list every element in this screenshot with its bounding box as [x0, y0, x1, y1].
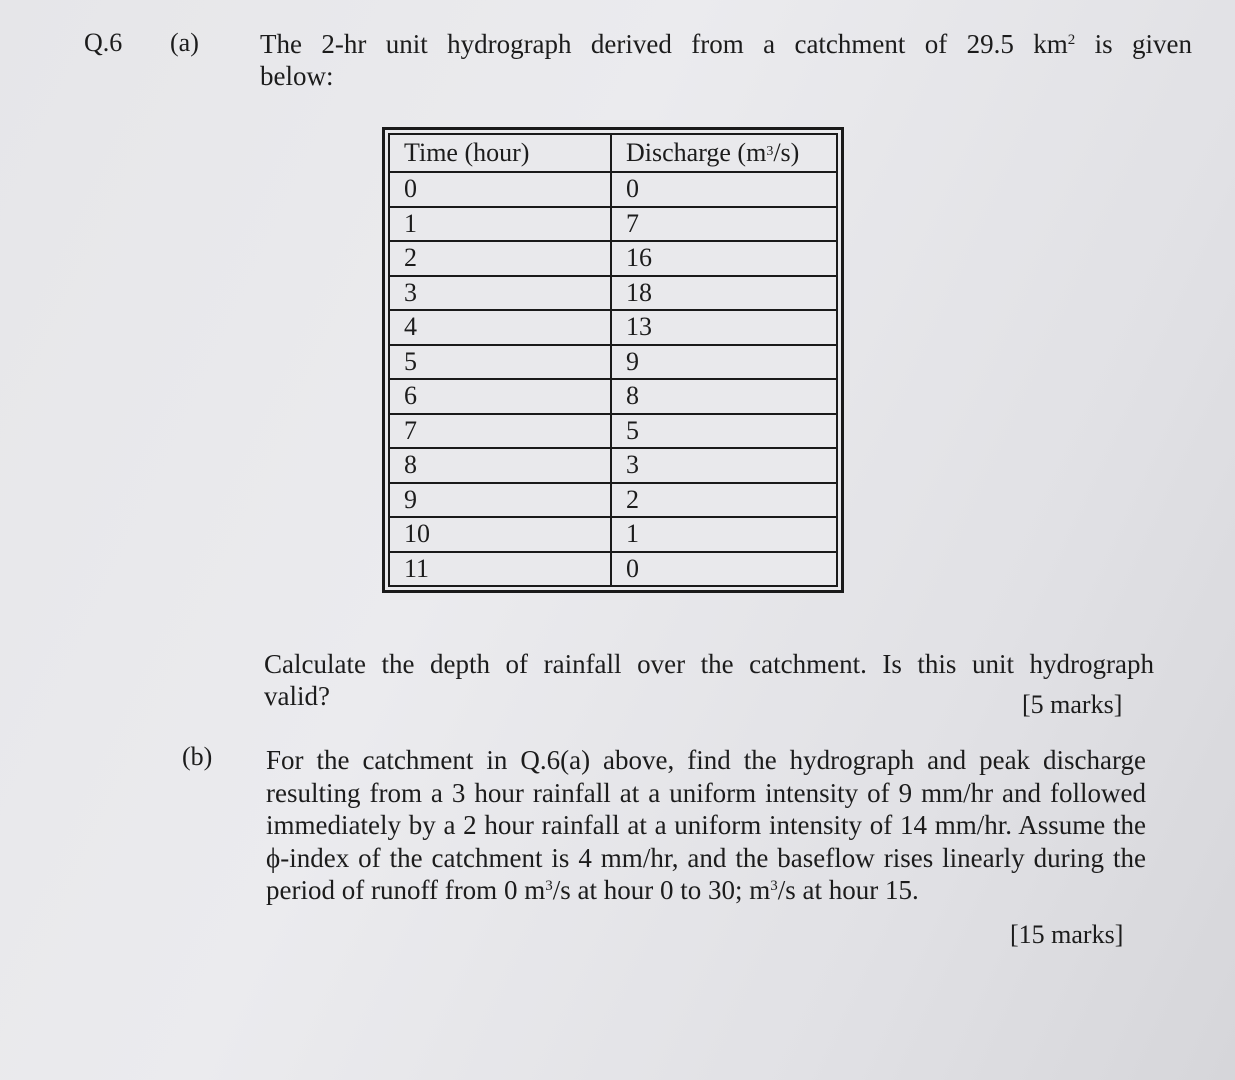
table-body	[389, 172, 837, 586]
intro-superscript: 2	[1067, 32, 1076, 48]
time-cell: 11	[389, 552, 611, 587]
table-row	[389, 310, 837, 345]
table-row	[389, 517, 837, 552]
discharge-cell: 0	[611, 552, 837, 587]
part-b-text-2: /s at hour 0 to 30; m	[552, 875, 771, 905]
part-a-question	[264, 648, 1154, 712]
part-b-sup-1: 3	[545, 878, 553, 894]
part-a-intro	[260, 28, 1192, 92]
table-row	[389, 483, 837, 518]
table-row	[389, 207, 837, 242]
table-row	[389, 448, 837, 483]
part-a-label: (a)	[170, 28, 199, 57]
discharge-cell: 1	[611, 517, 837, 552]
discharge-cell: 7	[611, 207, 837, 242]
table-row	[389, 276, 837, 311]
discharge-cell: 2	[611, 483, 837, 518]
table-header-row	[389, 134, 837, 172]
time-cell: 7	[389, 414, 611, 449]
discharge-cell: 18	[611, 276, 837, 311]
table-row	[389, 379, 837, 414]
header-time: Time (hour)	[389, 134, 611, 172]
table-row	[389, 552, 837, 587]
time-cell: 10	[389, 517, 611, 552]
time-cell: 2	[389, 241, 611, 276]
time-cell: 6	[389, 379, 611, 414]
part-a-question-line2: valid?	[264, 681, 330, 711]
part-b-text-3: /s at hour 15.	[777, 875, 919, 905]
part-b-sup-2: 3	[770, 878, 778, 894]
intro-text-after: is given	[1075, 29, 1192, 59]
table-row	[389, 241, 837, 276]
header-discharge-text: Discharge (m	[626, 138, 767, 167]
part-a-question-line1: Calculate the depth of rainfall over the catchment. Is this unit hydrograph	[264, 649, 1154, 679]
part-b-marks: [15 marks]	[1010, 920, 1124, 949]
unit-hydrograph-table	[388, 133, 838, 587]
time-cell: 1	[389, 207, 611, 242]
part-b-question	[266, 744, 1146, 907]
table-row	[389, 414, 837, 449]
discharge-cell: 3	[611, 448, 837, 483]
time-cell: 9	[389, 483, 611, 518]
header-discharge-sup: 3	[766, 144, 774, 159]
header-discharge	[611, 134, 837, 172]
part-a-marks: [5 marks]	[1022, 690, 1123, 719]
time-cell: 5	[389, 345, 611, 380]
intro-line2: below:	[260, 61, 334, 91]
time-cell: 3	[389, 276, 611, 311]
time-cell: 4	[389, 310, 611, 345]
header-discharge-text-after: /s)	[773, 138, 800, 167]
discharge-cell: 13	[611, 310, 837, 345]
intro-text: The 2-hr unit hydrograph derived from a catchment of 29.5 km	[260, 29, 1068, 59]
table-row	[389, 172, 837, 207]
discharge-cell: 9	[611, 345, 837, 380]
part-a-intro-line1	[260, 28, 1192, 60]
part-b-text-1: For the catchment in Q.6(a) above, find the hydrograph and peak discharge resulting from a 3 hour rainfall at a uniform intensity of 9 mm/hr and followed immediately by a 2 hour rainfall at a uniform intensity of 14 mm/hr. Assume the ϕ-index of the catchment is 4 mm/hr, and the baseflow rises linearly during the period of runoff from 0 m	[266, 745, 1146, 905]
time-cell: 8	[389, 448, 611, 483]
discharge-cell: 5	[611, 414, 837, 449]
unit-hydrograph-table-frame	[382, 127, 844, 593]
time-cell: 0	[389, 172, 611, 207]
question-number: Q.6	[84, 28, 123, 57]
table-row	[389, 345, 837, 380]
discharge-cell: 16	[611, 241, 837, 276]
discharge-cell: 8	[611, 379, 837, 414]
discharge-cell: 0	[611, 172, 837, 207]
part-b-label: (b)	[182, 742, 213, 771]
